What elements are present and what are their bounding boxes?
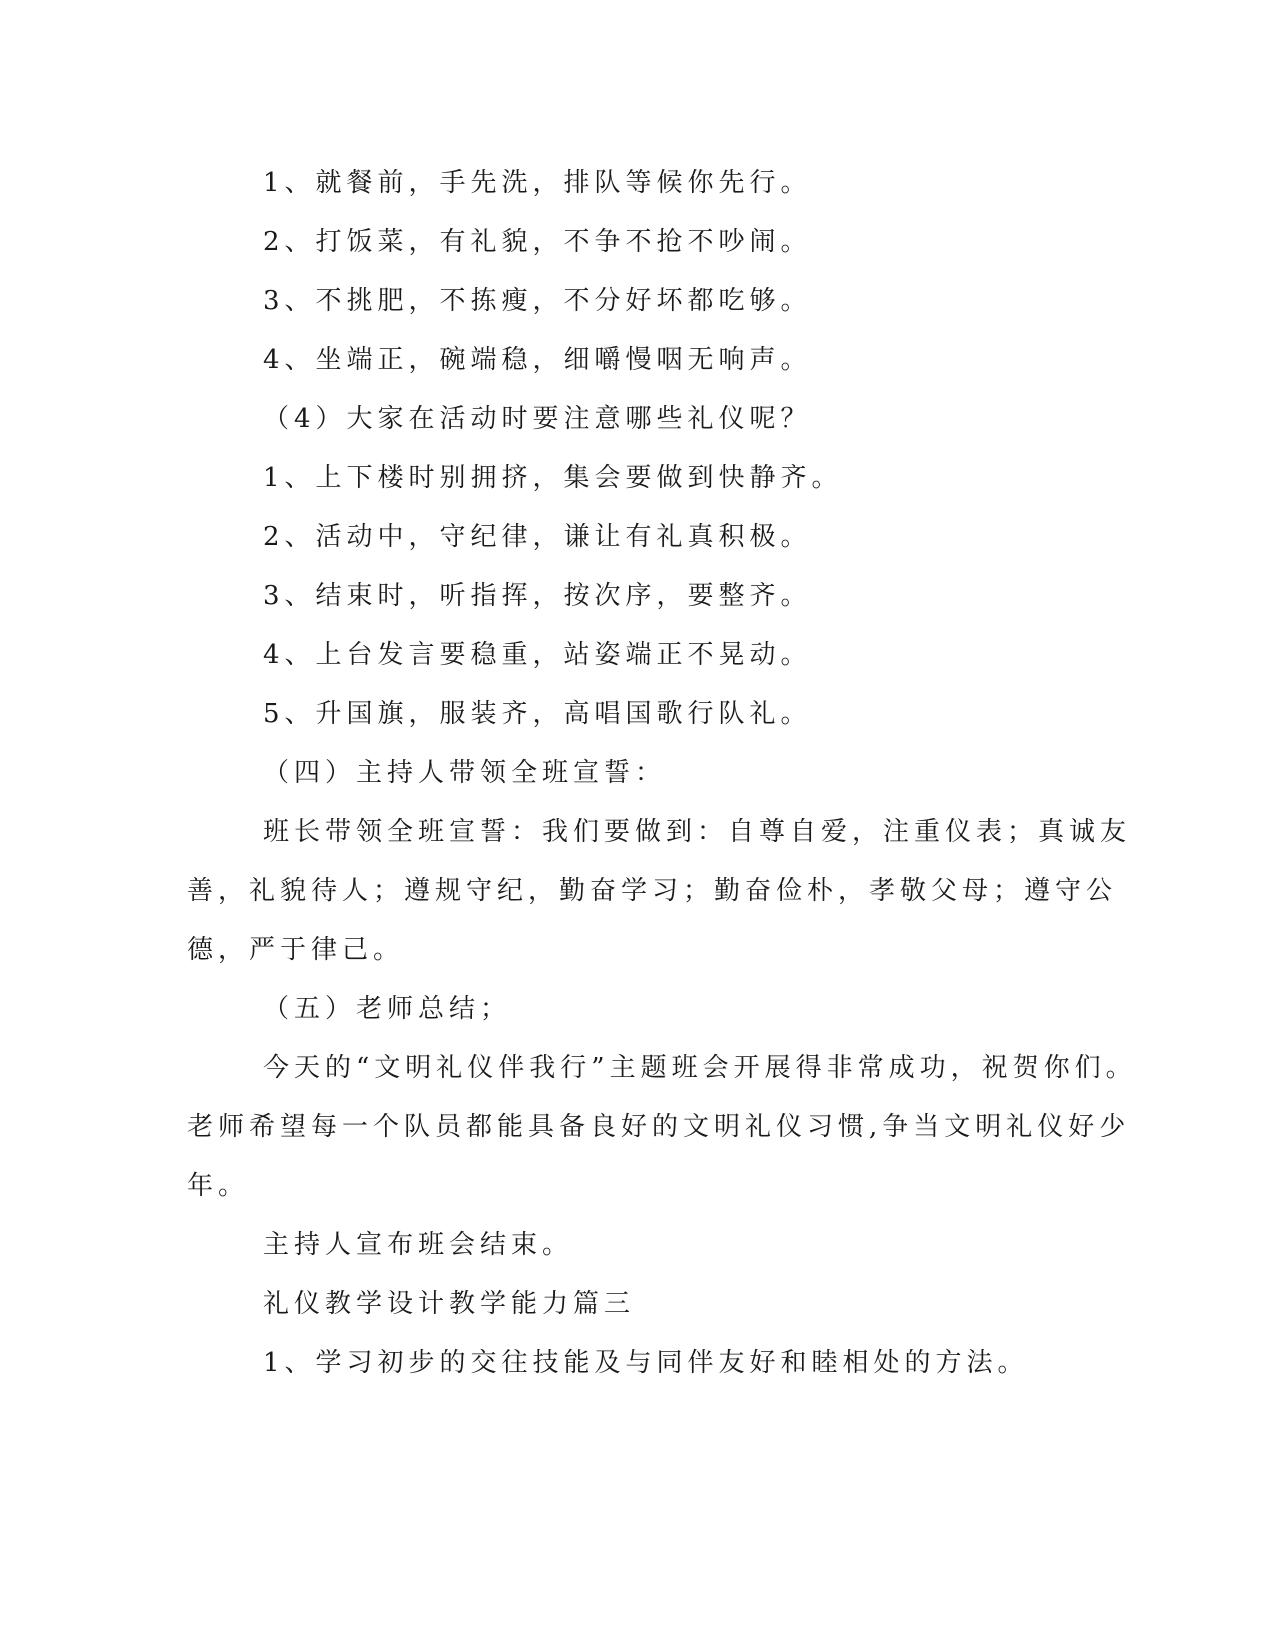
paragraph-line: 善，礼貌待人；遵规守纪，勤奋学习；勤奋俭朴，孝敬父母；遵守公 bbox=[187, 876, 1118, 906]
section-heading: （五）老师总结； bbox=[263, 994, 512, 1024]
text-line: 4、上台发言要稳重，站姿端正不晃动。 bbox=[263, 640, 812, 670]
paragraph-line: 老师希望每一个队员都能具备良好的文明礼仪习惯,争当文明礼仪好少 bbox=[187, 1112, 1131, 1142]
section-title: 礼仪教学设计教学能力篇三 bbox=[263, 1289, 636, 1319]
section-heading: （四）主持人带领全班宣誓： bbox=[263, 758, 667, 788]
paragraph-line: 年。 bbox=[187, 1171, 250, 1201]
text-line: 1、就餐前，手先洗，排队等候你先行。 bbox=[263, 168, 812, 198]
text-line: 1、学习初步的交往技能及与同伴友好和睦相处的方法。 bbox=[263, 1348, 1029, 1378]
text-line: 5、升国旗，服装齐，高唱国歌行队礼。 bbox=[263, 699, 812, 729]
text-line: 3、结束时，听指挥，按次序，要整齐。 bbox=[263, 581, 812, 611]
paragraph-line: 班长带领全班宣誓：我们要做到：自尊自爱，注重仪表；真诚友 bbox=[263, 817, 1132, 847]
text-line: 4、坐端正，碗端稳，细嚼慢咽无响声。 bbox=[263, 345, 812, 375]
text-line: 3、不挑肥，不拣瘦，不分好坏都吃够。 bbox=[263, 286, 812, 316]
question-heading: （4）大家在活动时要注意哪些礼仪呢？ bbox=[263, 404, 812, 434]
paragraph-line: 今天的“文明礼仪伴我行”主题班会开展得非常成功，祝贺你们。 bbox=[263, 1053, 1137, 1083]
paragraph-line: 主持人宣布班会结束。 bbox=[263, 1230, 574, 1260]
text-line: 2、打饭菜，有礼貌，不争不抢不吵闹。 bbox=[263, 227, 812, 257]
text-line: 2、活动中，守纪律，谦让有礼真积极。 bbox=[263, 522, 812, 552]
text-line: 1、上下楼时别拥挤，集会要做到快静齐。 bbox=[263, 463, 843, 493]
paragraph-line: 德，严于律己。 bbox=[187, 935, 405, 965]
